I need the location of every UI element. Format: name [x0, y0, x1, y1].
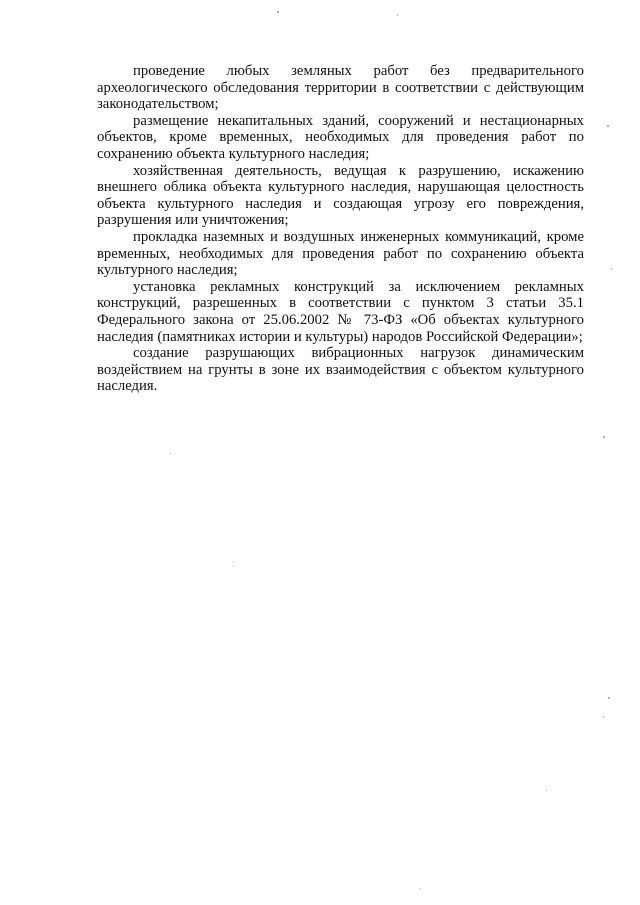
document-body	[97, 63, 584, 395]
scan-speck	[603, 436, 605, 438]
scan-speck	[397, 14, 398, 16]
paragraph-economic-activity: хозяйственная деятельность, ведущая к разрушению, искажению внешнего облика объекта культурного наследия, нарушающая целостность объекта культурного наследия и создающая угрозу его повреждения, разрушения или уничтожения;	[97, 162, 584, 229]
paragraph-temporary-structures: размещение некапитальных зданий, сооружений и нестационарных объектов, кроме временных, необходимых для проведения работ по сохранению объекта культурного наследия;	[97, 112, 584, 162]
scan-speck	[607, 125, 609, 127]
paragraph-utility-lines: прокладка наземных и воздушных инженерных коммуникаций, кроме временных, необходимых для проведения работ по сохранению объекта культурного наследия;	[97, 228, 584, 279]
scan-speck	[603, 716, 604, 718]
paragraph-earthworks: проведение любых земляных работ без предварительного археологического обследования территории в соответствии с действующим законодательством;	[97, 63, 584, 113]
paragraph-vibration-loads: создание разрушающих вибрационных нагрузок динамическим воздействием на грунты в зоне их взаимодействия с объектом культурного наследия.	[97, 345, 584, 395]
paragraph-advertising: установка рекламных конструкций за исключением рекламных конструкций, разрешенных в соответствии с пунктом 3 статьи 35.1 Федерального закона от 25.06.2002 № 73-ФЗ «Об объектах культурного наследия (памятниках истории и культуры) народов Российской Федерации»;	[97, 278, 584, 345]
scan-speck	[277, 11, 279, 13]
scan-speck	[546, 790, 547, 791]
scan-speck	[233, 566, 234, 567]
scan-speck	[420, 888, 421, 889]
scan-speck	[608, 697, 610, 699]
scan-speck	[170, 453, 171, 454]
scan-speck	[611, 268, 612, 270]
